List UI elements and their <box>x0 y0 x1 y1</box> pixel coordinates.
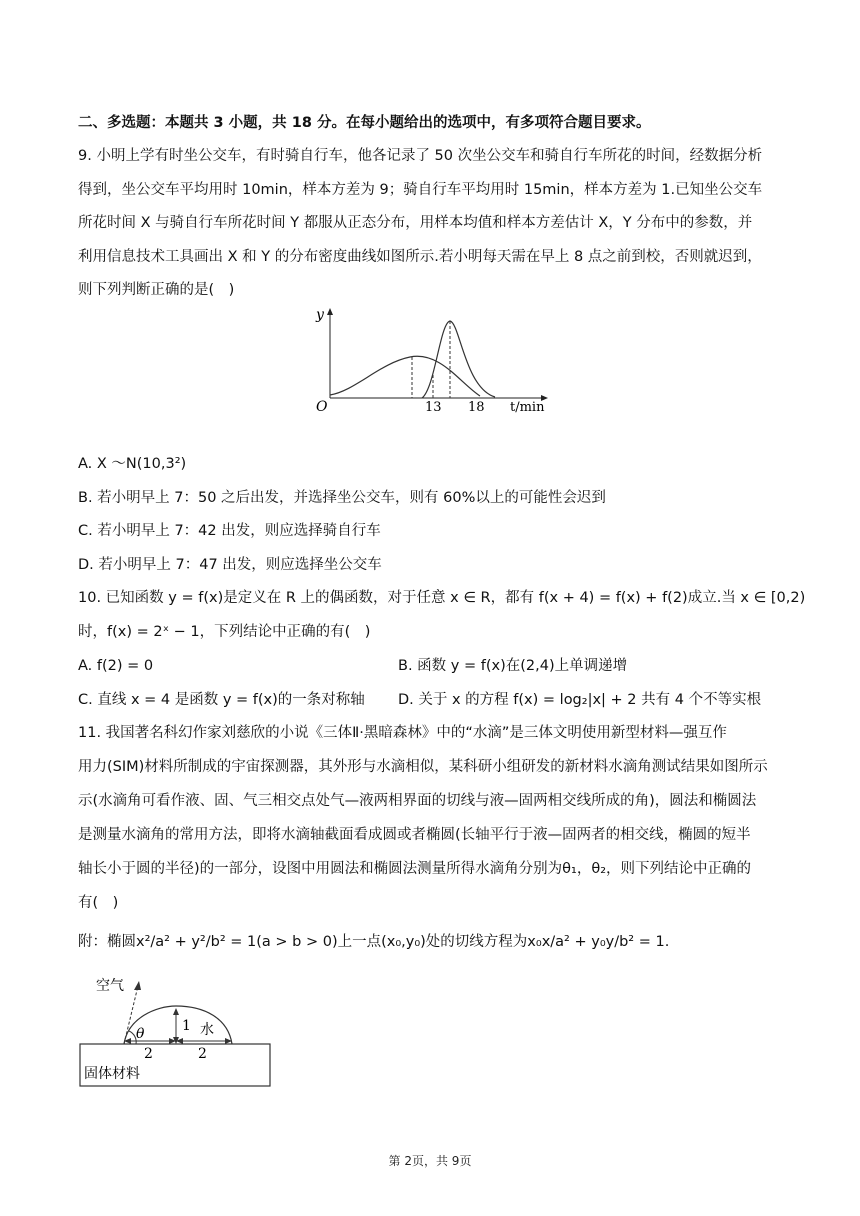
y-axis-label: y <box>316 307 324 323</box>
q10-line-1: 10. 已知函数 y = f(x)是定义在 R 上的偶函数，对于任意 x ∈ R，都有 f(x + 4) = f(x) + f(2)成立.当 x ∈ [0,2) <box>78 590 806 606</box>
q9-line-5: 则下列判断正确的是( ) <box>78 282 235 298</box>
q9-density-figure <box>300 303 560 423</box>
right-width-label: 2 <box>198 1046 207 1062</box>
q11-line-4: 是测量水滴角的常用方法，即将水滴轴截面看成圆或者椭圆(长轴平行于液—固两者的相交线，椭圆的短半 <box>78 827 751 843</box>
q11-line-1: 11. 我国著名科幻作家刘慈欣的小说《三体Ⅱ·黑暗森林》中的“水滴”是三体文明使用新型材料—强互作 <box>78 725 727 741</box>
q11-note: 附：椭圆x²/a² + y²/b² = 1(a > b > 0)上一点(x₀,y₀)处的切线方程为x₀x/a² + y₀y/b² = 1. <box>78 934 670 950</box>
q10-option-a: A. f(2) = 0 <box>78 658 154 674</box>
solid-label: 固体材料 <box>84 1066 140 1082</box>
q10-option-c: C. 直线 x = 4 是函数 y = f(x)的一条对称轴 <box>78 692 365 708</box>
origin-label: O <box>316 399 328 415</box>
q9-line-1: 9. 小明上学有时坐公交车，有时骑自行车，他各记录了 50 次坐公交车和骑自行车所花的时间，经数据分析 <box>78 148 763 164</box>
q9-option-b: B. 若小明早上 7：50 之后出发，并选择坐公交车，则有 60%以上的可能性会迟到 <box>78 490 606 506</box>
page-footer: 第 2页，共 9页 <box>388 1154 472 1168</box>
tick-13: 13 <box>425 400 442 415</box>
q9-option-c: C. 若小明早上 7：42 出发，则应选择骑自行车 <box>78 523 381 539</box>
q9-option-a: A. X ～N(10,3²) <box>78 456 187 472</box>
q10-option-d: D. 关于 x 的方程 f(x) = log₂|x| + 2 共有 4 个不等实根 <box>398 692 762 708</box>
q10-line-2: 时，f(x) = 2ˣ − 1，下列结论中正确的有( ) <box>78 624 371 640</box>
x-axis-label: t/min <box>510 400 545 415</box>
q11-droplet-figure <box>76 968 276 1090</box>
air-label: 空气 <box>96 978 124 994</box>
q11-line-2: 用力(SIM)材料所制成的宇宙探测器，其外形与水滴相似，某科研小组研发的新材料水滴角测试结果如图所示 <box>78 759 768 775</box>
q11-line-3: 示(水滴角可看作液、固、气三相交点处气—液两相界面的切线与液—固两相交线所成的角)，圆法和椭圆法 <box>78 793 757 809</box>
height-label: 1 <box>182 1018 191 1034</box>
q9-option-d: D. 若小明早上 7：47 出发，则应选择坐公交车 <box>78 557 382 573</box>
tick-18: 18 <box>468 400 485 415</box>
q11-line-5: 轴长小于圆的半径)的一部分，设图中用圆法和椭圆法测量所得水滴角分别为θ₁，θ₂，则下列结论中正确的 <box>78 861 752 877</box>
q9-line-3: 所花时间 X 与骑自行车所花时间 Y 都服从正态分布，用样本均值和样本方差估计 X，Y 分布中的参数，并 <box>78 215 753 231</box>
q11-line-6: 有( ) <box>78 895 119 911</box>
water-label: 水 <box>200 1022 214 1038</box>
q9-line-4: 利用信息技术工具画出 X 和 Y 的分布密度曲线如图所示.若小明每天需在早上 8 点之前到校，否则就迟到， <box>78 249 762 265</box>
q9-line-2: 得到，坐公交车平均用时 10min，样本方差为 9；骑自行车平均用时 15min，样本方差为 1.已知坐公交车 <box>78 182 763 198</box>
theta-label: θ <box>136 1026 145 1042</box>
q10-option-b: B. 函数 y = f(x)在(2,4)上单调递增 <box>398 658 628 674</box>
left-width-label: 2 <box>144 1046 153 1062</box>
section-header: 二、多选题：本题共 3 小题，共 18 分。在每小题给出的选项中，有多项符合题目要求。 <box>78 115 651 131</box>
